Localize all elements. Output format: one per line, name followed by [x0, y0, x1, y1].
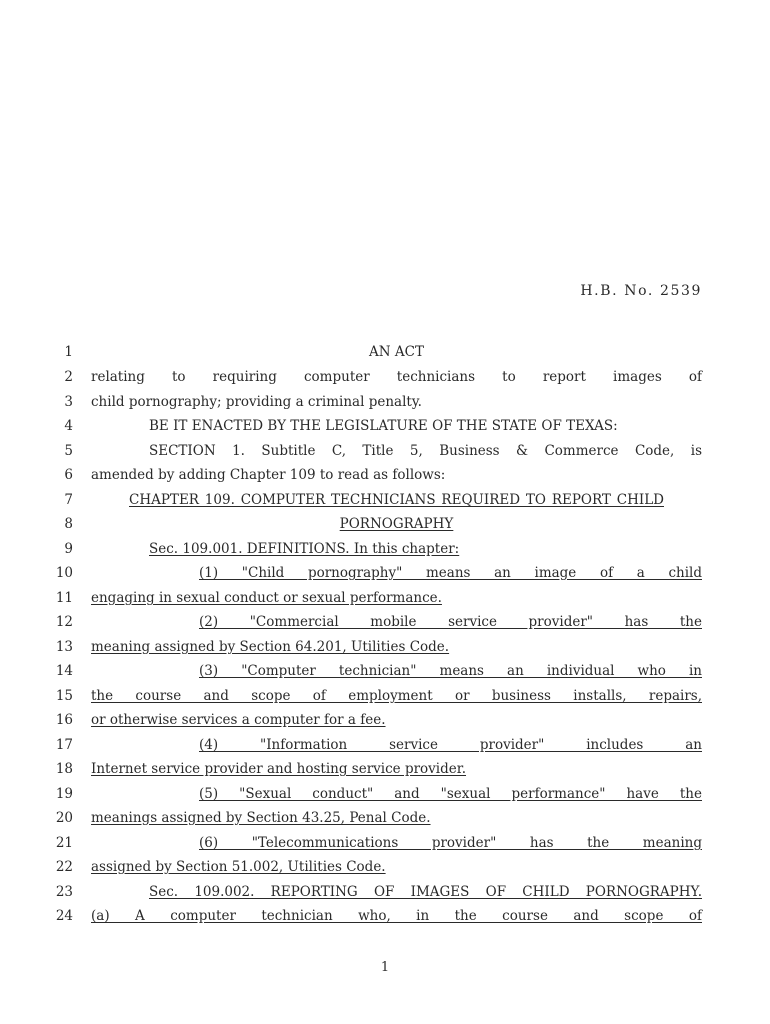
- section-heading: Sec. 109.001. DEFINITIONS. In this chapter:: [149, 541, 460, 557]
- line-number: 2: [64, 369, 73, 385]
- chapter-heading-line: [91, 516, 702, 532]
- line-number: 14: [55, 663, 73, 679]
- line-number: 20: [55, 810, 73, 826]
- bill-number: H.B. No. 2539: [580, 283, 702, 299]
- line-number: 12: [55, 614, 73, 630]
- chapter-heading: PORNOGRAPHY: [339, 516, 454, 532]
- line-number: 23: [55, 884, 73, 900]
- definition-line-wrap: [91, 712, 702, 728]
- line-number: 1: [64, 344, 73, 360]
- definition-line-wrap: [91, 639, 702, 655]
- chapter-heading: CHAPTER 109. COMPUTER TECHNICIANS REQUIRED TO REPORT CHILD: [129, 492, 664, 508]
- line-number: 3: [64, 394, 73, 410]
- definition-line: meanings assigned by Section 43.25, Penal Code.: [91, 810, 431, 826]
- line-number: 16: [55, 712, 73, 728]
- definition-line: (5) "Sexual conduct" and "sexual performance" have the: [199, 786, 702, 802]
- section-line: SECTION 1. Subtitle C, Title 5, Business & Commerce Code, is: [149, 443, 702, 459]
- definition-line-wrap: [91, 810, 702, 826]
- definition-line: Internet service provider and hosting service provider.: [91, 761, 467, 777]
- line-number: 17: [55, 737, 73, 753]
- section-heading-line: [149, 541, 702, 557]
- definition-line-wrap: [91, 590, 702, 606]
- line-number: 6: [64, 467, 73, 483]
- line-number: 19: [55, 786, 73, 802]
- subsection-line: (a) A computer technician who, in the course and scope of: [91, 908, 702, 924]
- section-line: amended by adding Chapter 109 to read as follows:: [91, 467, 446, 483]
- line-number: 8: [64, 516, 73, 532]
- definition-line-wrap: [91, 859, 702, 875]
- definition-line: (1) "Child pornography" means an image of a child: [199, 565, 702, 581]
- definition-line: assigned by Section 51.002, Utilities Code.: [91, 859, 386, 875]
- definition-line: meaning assigned by Section 64.201, Utilities Code.: [91, 639, 450, 655]
- line-number: 13: [55, 639, 73, 655]
- line-number: 21: [55, 835, 73, 851]
- definition-line: (2) "Commercial mobile service provider" has the: [199, 614, 702, 630]
- page-number: 1: [380, 960, 390, 975]
- act-heading: AN ACT: [369, 344, 424, 360]
- line-number: 9: [64, 541, 73, 557]
- section-heading: Sec. 109.002. REPORTING OF IMAGES OF CHILD PORNOGRAPHY.: [149, 884, 702, 900]
- caption-line: relating to requiring computer technicians to report images of: [91, 369, 702, 385]
- definition-line-wrap: [91, 761, 702, 777]
- line-number: 24: [55, 908, 73, 924]
- line-number: 4: [64, 418, 73, 434]
- line-number: 5: [64, 443, 73, 459]
- line-number: 7: [64, 492, 73, 508]
- definition-line: the course and scope of employment or business installs, repairs,: [91, 688, 702, 704]
- chapter-heading-line: [129, 492, 664, 508]
- caption-line: child pornography; providing a criminal penalty.: [91, 394, 422, 410]
- definition-line: (6) "Telecommunications provider" has the meaning: [199, 835, 702, 851]
- line-number: 15: [55, 688, 73, 704]
- line-number: 10: [55, 565, 73, 581]
- enacting-clause: BE IT ENACTED BY THE LEGISLATURE OF THE STATE OF TEXAS:: [149, 418, 618, 434]
- line-number: 18: [55, 761, 73, 777]
- definition-line: or otherwise services a computer for a fee.: [91, 712, 386, 728]
- line-number: 11: [55, 590, 73, 606]
- definition-line: (4) "Information service provider" includes an: [199, 737, 702, 753]
- definition-line: engaging in sexual conduct or sexual performance.: [91, 590, 442, 606]
- definition-line: (3) "Computer technician" means an individual who in: [199, 663, 702, 679]
- line-number: 22: [55, 859, 73, 875]
